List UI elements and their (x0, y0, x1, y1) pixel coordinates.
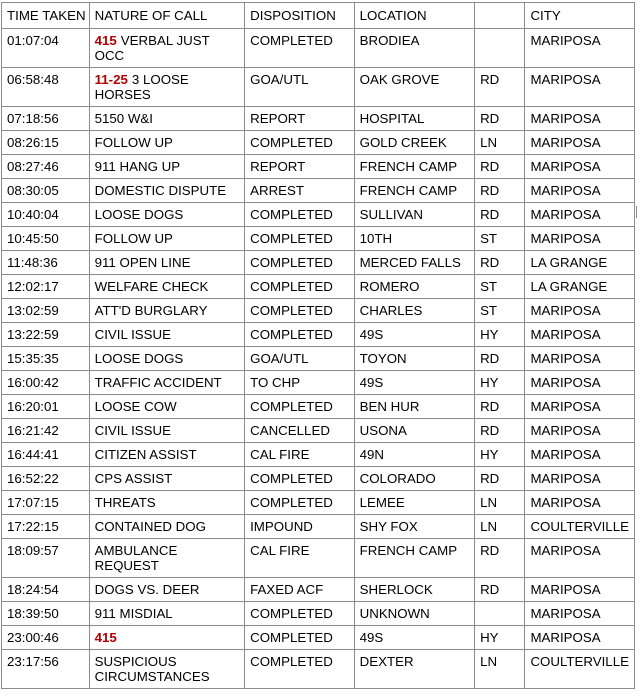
nature-text: 911 OPEN LINE (94, 255, 191, 270)
table-row (2, 650, 635, 689)
nature-text: CIVIL ISSUE (94, 423, 171, 438)
city-cell: MARIPOSA (525, 107, 635, 131)
city-cell: LA GRANGE (525, 275, 635, 299)
time-cell: 18:39:50 (2, 602, 90, 626)
nature-text: CONTAINED DOG (94, 519, 206, 534)
location-cell: TOYON (354, 347, 474, 371)
location-cell: LEMEE (354, 491, 474, 515)
call-code: 415 (94, 630, 117, 645)
time-cell: 10:40:04 (2, 203, 90, 227)
location-cell: FRENCH CAMP (354, 155, 474, 179)
suffix-cell: RD (475, 419, 525, 443)
city-cell: MARIPOSA (525, 155, 635, 179)
table-row (2, 467, 635, 491)
suffix-cell: RD (475, 539, 525, 578)
nature-cell (89, 155, 245, 179)
nature-cell (89, 299, 245, 323)
call-code: 11-25 (94, 72, 128, 87)
disposition-cell: COMPLETED (245, 467, 355, 491)
nature-text: DOMESTIC DISPUTE (94, 183, 227, 198)
table-row (2, 419, 635, 443)
time-cell: 10:45:50 (2, 227, 90, 251)
call-code: 415 (94, 33, 117, 48)
suffix-cell: RD (475, 251, 525, 275)
table-row (2, 155, 635, 179)
time-cell: 13:02:59 (2, 299, 90, 323)
nature-cell (89, 179, 245, 203)
nature-text: 5150 W&I (94, 111, 153, 126)
disposition-cell: CAL FIRE (245, 443, 355, 467)
city-cell: MARIPOSA (525, 29, 635, 68)
suffix-cell: RD (475, 107, 525, 131)
nature-cell (89, 539, 245, 578)
nature-cell (89, 515, 245, 539)
suffix-cell: RD (475, 395, 525, 419)
nature-cell (89, 491, 245, 515)
suffix-cell: HY (475, 371, 525, 395)
call-log-table (1, 2, 635, 689)
nature-text: 911 HANG UP (94, 159, 181, 174)
suffix-cell: HY (475, 626, 525, 650)
location-cell: ROMERO (354, 275, 474, 299)
disposition-cell: IMPOUND (245, 515, 355, 539)
disposition-cell: ARREST (245, 179, 355, 203)
nature-cell (89, 68, 245, 107)
location-cell: SULLIVAN (354, 203, 474, 227)
disposition-cell: CANCELLED (245, 419, 355, 443)
disposition-cell: GOA/UTL (245, 68, 355, 107)
location-cell: UNKNOWN (354, 602, 474, 626)
time-cell: 01:07:04 (2, 29, 90, 68)
time-cell: 17:22:15 (2, 515, 90, 539)
city-cell: MARIPOSA (525, 539, 635, 578)
location-cell: MERCED FALLS (354, 251, 474, 275)
location-cell: 49S (354, 626, 474, 650)
suffix-cell: LN (475, 131, 525, 155)
disposition-cell: COMPLETED (245, 602, 355, 626)
table-row (2, 395, 635, 419)
time-cell: 11:48:36 (2, 251, 90, 275)
nature-text: FOLLOW UP (94, 135, 173, 150)
nature-text: VERBAL JUST OCC (94, 33, 210, 63)
table-row (2, 578, 635, 602)
disposition-cell: TO CHP (245, 371, 355, 395)
suffix-cell (475, 29, 525, 68)
location-cell: USONA (354, 419, 474, 443)
suffix-cell: RD (475, 68, 525, 107)
nature-text: ATT'D BURGLARY (94, 303, 208, 318)
time-cell: 08:27:46 (2, 155, 90, 179)
disposition-cell: REPORT (245, 155, 355, 179)
city-cell: COULTERVILLE (525, 650, 635, 689)
disposition-cell: COMPLETED (245, 299, 355, 323)
location-cell: 49S (354, 371, 474, 395)
time-cell: 16:52:22 (2, 467, 90, 491)
nature-text: 911 MISDIAL (94, 606, 173, 621)
table-row (2, 323, 635, 347)
city-cell: MARIPOSA (525, 395, 635, 419)
suffix-cell: RD (475, 467, 525, 491)
suffix-cell: RD (475, 347, 525, 371)
table-row (2, 515, 635, 539)
disposition-cell: COMPLETED (245, 29, 355, 68)
time-cell: 08:26:15 (2, 131, 90, 155)
table-row (2, 131, 635, 155)
nature-text: LOOSE DOGS (94, 351, 184, 366)
nature-text: WELFARE CHECK (94, 279, 209, 294)
city-cell: MARIPOSA (525, 371, 635, 395)
nature-text: DOGS VS. DEER (94, 582, 200, 597)
city-cell: MARIPOSA (525, 578, 635, 602)
location-cell: 10TH (354, 227, 474, 251)
city-cell: MARIPOSA (525, 179, 635, 203)
location-cell: 49S (354, 323, 474, 347)
time-cell: 17:07:15 (2, 491, 90, 515)
location-cell: SHY FOX (354, 515, 474, 539)
table-row (2, 491, 635, 515)
nature-text: LOOSE DOGS (94, 207, 184, 222)
city-cell: MARIPOSA (525, 203, 635, 227)
location-cell: HOSPITAL (354, 107, 474, 131)
location-cell: SHERLOCK (354, 578, 474, 602)
location-cell: 49N (354, 443, 474, 467)
nature-text: THREATS (94, 495, 156, 510)
table-row (2, 68, 635, 107)
time-cell: 18:24:54 (2, 578, 90, 602)
disposition-cell: COMPLETED (245, 131, 355, 155)
disposition-cell: COMPLETED (245, 395, 355, 419)
time-cell: 23:00:46 (2, 626, 90, 650)
table-body (2, 29, 635, 689)
location-cell: FRENCH CAMP (354, 539, 474, 578)
nature-text: 3 LOOSE HORSES (94, 72, 189, 102)
nature-cell (89, 347, 245, 371)
header-disposition: DISPOSITION (245, 3, 355, 29)
time-cell: 15:35:35 (2, 347, 90, 371)
table-row (2, 275, 635, 299)
table-row (2, 227, 635, 251)
time-cell: 16:20:01 (2, 395, 90, 419)
table-row (2, 626, 635, 650)
location-cell: COLORADO (354, 467, 474, 491)
time-cell: 16:44:41 (2, 443, 90, 467)
suffix-cell: RD (475, 203, 525, 227)
nature-cell (89, 275, 245, 299)
table-row (2, 371, 635, 395)
table-row (2, 602, 635, 626)
table-row (2, 107, 635, 131)
location-cell: BEN HUR (354, 395, 474, 419)
nature-cell (89, 29, 245, 68)
table-row (2, 539, 635, 578)
nature-text: AMBULANCE REQUEST (94, 543, 178, 573)
disposition-cell: REPORT (245, 107, 355, 131)
table-row (2, 299, 635, 323)
suffix-cell: ST (475, 275, 525, 299)
time-cell: 08:30:05 (2, 179, 90, 203)
city-cell: MARIPOSA (525, 131, 635, 155)
city-cell: MARIPOSA (525, 491, 635, 515)
disposition-cell: CAL FIRE (245, 539, 355, 578)
disposition-cell: COMPLETED (245, 227, 355, 251)
nature-text: CPS ASSIST (94, 471, 173, 486)
suffix-cell: ST (475, 299, 525, 323)
nature-cell (89, 419, 245, 443)
city-cell: MARIPOSA (525, 347, 635, 371)
nature-cell (89, 467, 245, 491)
location-cell: BRODIEA (354, 29, 474, 68)
nature-text: TRAFFIC ACCIDENT (94, 375, 222, 390)
header-row (2, 3, 635, 29)
header-city: CITY (525, 3, 635, 29)
suffix-cell: RD (475, 179, 525, 203)
location-cell: FRENCH CAMP (354, 179, 474, 203)
city-cell: MARIPOSA (525, 626, 635, 650)
city-cell: MARIPOSA (525, 227, 635, 251)
suffix-cell: LN (475, 515, 525, 539)
nature-cell (89, 251, 245, 275)
disposition-cell: COMPLETED (245, 251, 355, 275)
edge-mark (636, 206, 637, 218)
table-row (2, 29, 635, 68)
disposition-cell: COMPLETED (245, 275, 355, 299)
nature-text: LOOSE COW (94, 399, 177, 414)
city-cell: MARIPOSA (525, 419, 635, 443)
suffix-cell: RD (475, 578, 525, 602)
nature-cell (89, 443, 245, 467)
suffix-cell: ST (475, 227, 525, 251)
suffix-cell: RD (475, 155, 525, 179)
header-time-taken: TIME TAKEN (2, 3, 90, 29)
city-cell: MARIPOSA (525, 323, 635, 347)
table-row (2, 179, 635, 203)
nature-cell (89, 131, 245, 155)
city-cell: MARIPOSA (525, 299, 635, 323)
time-cell: 07:18:56 (2, 107, 90, 131)
location-cell: DEXTER (354, 650, 474, 689)
table-row (2, 203, 635, 227)
time-cell: 16:21:42 (2, 419, 90, 443)
suffix-cell (475, 602, 525, 626)
city-cell: MARIPOSA (525, 68, 635, 107)
time-cell: 06:58:48 (2, 68, 90, 107)
nature-cell (89, 107, 245, 131)
nature-cell (89, 203, 245, 227)
city-cell: LA GRANGE (525, 251, 635, 275)
nature-cell (89, 650, 245, 689)
nature-cell (89, 395, 245, 419)
nature-cell (89, 602, 245, 626)
location-cell: CHARLES (354, 299, 474, 323)
city-cell: MARIPOSA (525, 443, 635, 467)
disposition-cell: COMPLETED (245, 203, 355, 227)
city-cell: MARIPOSA (525, 467, 635, 491)
nature-cell (89, 626, 245, 650)
disposition-cell: COMPLETED (245, 626, 355, 650)
disposition-cell: COMPLETED (245, 323, 355, 347)
nature-text: CIVIL ISSUE (94, 327, 171, 342)
disposition-cell: COMPLETED (245, 650, 355, 689)
header-location: LOCATION (354, 3, 474, 29)
nature-cell (89, 371, 245, 395)
table-row (2, 443, 635, 467)
disposition-cell: FAXED ACF (245, 578, 355, 602)
header-nature-of-call: NATURE OF CALL (89, 3, 245, 29)
time-cell: 18:09:57 (2, 539, 90, 578)
suffix-cell: LN (475, 650, 525, 689)
city-cell: COULTERVILLE (525, 515, 635, 539)
table-row (2, 347, 635, 371)
disposition-cell: GOA/UTL (245, 347, 355, 371)
nature-cell (89, 578, 245, 602)
location-cell: GOLD CREEK (354, 131, 474, 155)
disposition-cell: COMPLETED (245, 491, 355, 515)
time-cell: 13:22:59 (2, 323, 90, 347)
nature-text: SUSPICIOUS CIRCUMSTANCES (94, 654, 210, 684)
nature-cell (89, 227, 245, 251)
table-row (2, 251, 635, 275)
nature-text: CITIZEN ASSIST (94, 447, 197, 462)
time-cell: 23:17:56 (2, 650, 90, 689)
time-cell: 16:00:42 (2, 371, 90, 395)
header-street-suffix (475, 3, 525, 29)
suffix-cell: LN (475, 491, 525, 515)
time-cell: 12:02:17 (2, 275, 90, 299)
suffix-cell: HY (475, 323, 525, 347)
nature-text: FOLLOW UP (94, 231, 173, 246)
suffix-cell: HY (475, 443, 525, 467)
nature-cell (89, 323, 245, 347)
city-cell: MARIPOSA (525, 602, 635, 626)
location-cell: OAK GROVE (354, 68, 474, 107)
